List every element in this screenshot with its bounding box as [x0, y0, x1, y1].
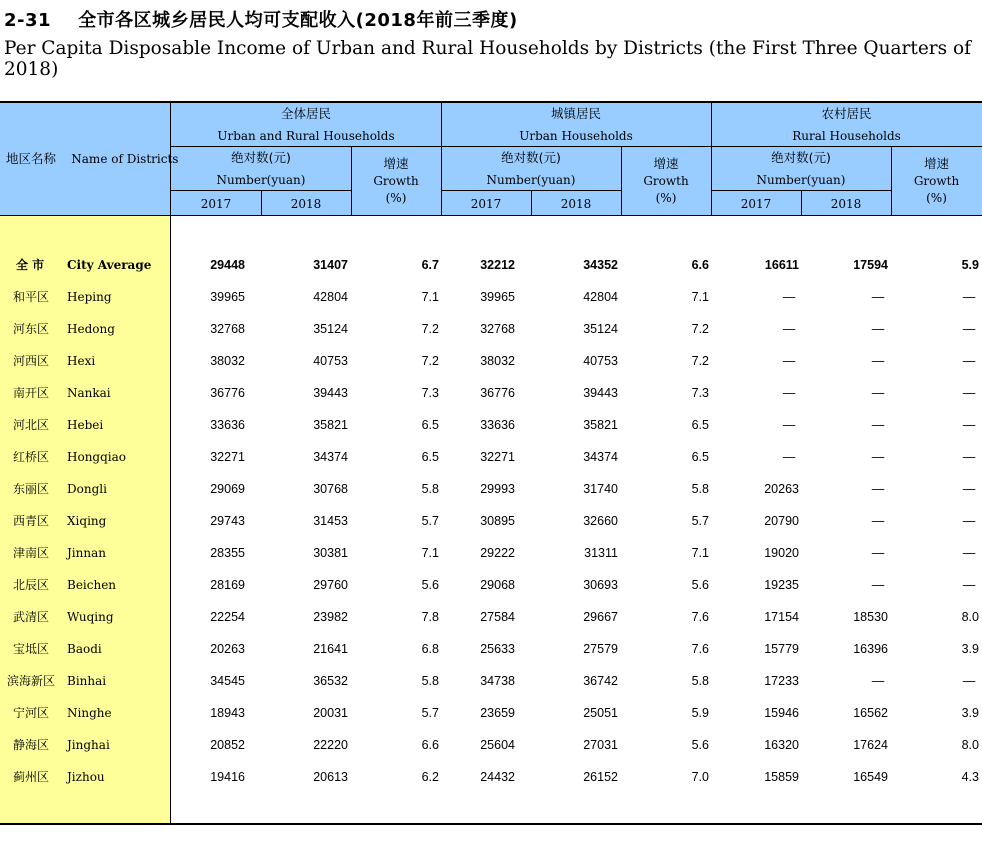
value-cell: 30895	[480, 514, 515, 528]
value-cell: 7.6	[691, 642, 709, 656]
value-cell: 34545	[210, 674, 245, 688]
table-row	[0, 601, 982, 633]
value-cell: 29222	[480, 546, 515, 560]
district-name-cn: 北辰区	[13, 578, 50, 592]
value-cell: 25604	[480, 738, 515, 752]
table-header	[0, 103, 982, 216]
value-cell: 16611	[764, 258, 799, 272]
value-cell: 24432	[480, 770, 515, 784]
district-name-en: Wuqing	[67, 610, 114, 624]
table-row	[0, 377, 982, 409]
value-cell: 35124	[583, 322, 618, 336]
table-title-cn	[4, 6, 518, 32]
district-name-en: Heping	[67, 290, 112, 304]
growth-urban-en: Growth	[643, 174, 689, 188]
district-name-en: Jinghai	[67, 738, 110, 752]
value-cell: 4.3	[961, 770, 979, 784]
value-cell: 7.2	[421, 322, 439, 336]
value-cell: 19235	[764, 578, 799, 592]
value-cell: —	[871, 290, 885, 304]
district-name-cn: 滨海新区	[7, 674, 56, 688]
value-cell: 36532	[313, 674, 348, 688]
value-cell: 27031	[583, 738, 618, 752]
table-row	[0, 281, 982, 313]
value-cell: 17594	[853, 258, 888, 272]
value-cell: —	[962, 482, 976, 496]
value-cell: 5.8	[691, 674, 709, 688]
growth-all-unit: (%)	[385, 191, 407, 205]
district-name-cn: 河北区	[13, 418, 50, 432]
value-cell: 7.3	[421, 386, 439, 400]
district-header-cn: 地区名称	[6, 151, 57, 166]
district-name-cn: 和平区	[13, 290, 50, 304]
value-cell: —	[782, 322, 796, 336]
value-cell: —	[962, 418, 976, 432]
table-row	[0, 313, 982, 345]
value-cell: 5.8	[421, 482, 439, 496]
growth-all-cn: 增速	[383, 156, 409, 171]
year-urban-2018: 2018	[560, 197, 592, 211]
district-name-cn: 全 市	[16, 258, 45, 272]
value-cell: 15779	[764, 642, 799, 656]
value-cell: 29667	[583, 610, 618, 624]
table-title-en: Per Capita Disposable Income of Urban and Rural Households by Districts (the First Three Quarters of 2018)	[4, 38, 971, 80]
district-name-en: Hedong	[67, 322, 115, 336]
value-cell: 29068	[480, 578, 515, 592]
bottom-rule	[0, 823, 982, 825]
value-cell: 5.6	[691, 738, 709, 752]
value-cell: 22220	[313, 738, 348, 752]
value-cell: 6.6	[691, 258, 709, 272]
district-name-en: City Average	[67, 258, 152, 272]
abs-all-en: Number(yuan)	[216, 173, 306, 187]
growth-rural-cn: 增速	[923, 156, 949, 171]
value-cell: 34374	[313, 450, 348, 464]
value-cell: —	[782, 450, 796, 464]
value-cell: 39443	[313, 386, 348, 400]
value-cell: 5.9	[691, 706, 709, 720]
value-cell: 27584	[480, 610, 515, 624]
district-name-cn: 东丽区	[13, 482, 50, 496]
abs-rural-cn: 绝对数(元)	[771, 150, 831, 165]
district-name-en: Ninghe	[67, 706, 112, 720]
value-cell: 22254	[210, 610, 245, 624]
value-cell: 5.8	[691, 482, 709, 496]
district-name-cn: 河东区	[13, 322, 50, 336]
value-cell: 16396	[853, 642, 888, 656]
value-cell: —	[962, 354, 976, 368]
table-row	[0, 537, 982, 569]
table-row	[0, 345, 982, 377]
value-cell: 5.6	[421, 578, 439, 592]
table-row	[0, 409, 982, 441]
value-cell: 23659	[480, 706, 515, 720]
value-cell: 6.6	[421, 738, 439, 752]
district-name-en: Hebei	[67, 418, 104, 432]
value-cell: 33636	[480, 418, 515, 432]
value-cell: 6.2	[421, 770, 439, 784]
value-cell: 29448	[210, 258, 245, 272]
value-cell: 5.7	[691, 514, 709, 528]
district-name-cn: 宝坻区	[13, 642, 50, 656]
group-rural-cn: 农村居民	[821, 106, 872, 121]
district-name-en: Nankai	[67, 386, 111, 400]
value-cell: 29069	[210, 482, 245, 496]
value-cell: 38032	[480, 354, 515, 368]
value-cell: 19416	[210, 770, 245, 784]
table-row	[0, 569, 982, 601]
table-row	[0, 473, 982, 505]
value-cell: 20031	[313, 706, 348, 720]
district-name-en: Baodi	[67, 642, 102, 656]
year-rural-2017: 2017	[740, 197, 772, 211]
district-name-cn: 武清区	[13, 610, 50, 624]
value-cell: 17154	[764, 610, 799, 624]
value-cell: 32768	[480, 322, 515, 336]
year-all-2018: 2018	[290, 197, 322, 211]
value-cell: —	[782, 290, 796, 304]
abs-all-cn: 绝对数(元)	[231, 150, 291, 165]
value-cell: —	[871, 578, 885, 592]
value-cell: 5.7	[421, 706, 439, 720]
table-row	[0, 505, 982, 537]
district-name-cn: 宁河区	[13, 706, 50, 720]
value-cell: 20613	[313, 770, 348, 784]
value-cell: —	[962, 674, 976, 688]
value-cell: 36742	[583, 674, 618, 688]
value-cell: —	[871, 514, 885, 528]
value-cell: 5.7	[421, 514, 439, 528]
value-cell: 16549	[853, 770, 888, 784]
district-name-en: Hongqiao	[67, 450, 126, 464]
value-cell: 5.8	[421, 674, 439, 688]
value-cell: —	[962, 546, 976, 560]
value-cell: 7.2	[421, 354, 439, 368]
value-cell: —	[962, 450, 976, 464]
value-cell: 17624	[853, 738, 888, 752]
table-row	[0, 761, 982, 793]
district-header-en: Name of Districts	[71, 152, 179, 166]
group-rural-en: Rural Households	[792, 129, 901, 143]
value-cell: —	[782, 418, 796, 432]
value-cell: 21641	[313, 642, 348, 656]
growth-all-en: Growth	[373, 174, 419, 188]
value-cell: 30693	[583, 578, 618, 592]
growth-urban-cn: 增速	[653, 156, 679, 171]
district-name-cn: 红桥区	[13, 450, 50, 464]
district-name-en: Dongli	[67, 482, 107, 496]
value-cell: 38032	[210, 354, 245, 368]
value-cell: 36776	[480, 386, 515, 400]
value-cell: 3.9	[961, 706, 979, 720]
growth-urban-unit: (%)	[655, 191, 677, 205]
district-name-en: Hexi	[67, 354, 96, 368]
value-cell: 18530	[853, 610, 888, 624]
table-row	[0, 633, 982, 665]
value-cell: 40753	[313, 354, 348, 368]
value-cell: 39965	[480, 290, 515, 304]
growth-rural-en: Growth	[913, 174, 960, 188]
value-cell: 5.9	[961, 258, 979, 272]
value-cell: 8.0	[961, 610, 979, 624]
value-cell: 39965	[210, 290, 245, 304]
value-cell: 7.0	[691, 770, 709, 784]
value-cell: 15859	[764, 770, 799, 784]
value-cell: 16320	[764, 738, 799, 752]
value-cell: —	[871, 482, 885, 496]
value-cell: 15946	[764, 706, 799, 720]
value-cell: 29760	[313, 578, 348, 592]
value-cell: 20263	[764, 482, 799, 496]
value-cell: 33636	[210, 418, 245, 432]
value-cell: 18943	[210, 706, 245, 720]
group-urban-en: Urban Households	[519, 129, 633, 143]
value-cell: —	[871, 674, 885, 688]
value-cell: 32660	[583, 514, 618, 528]
value-cell: 7.3	[691, 386, 709, 400]
value-cell: 25051	[583, 706, 618, 720]
value-cell: 7.1	[421, 290, 439, 304]
value-cell: 20790	[764, 514, 799, 528]
district-name-cn: 河西区	[13, 354, 50, 368]
group-all-cn: 全体居民	[280, 106, 331, 121]
value-cell: 30768	[313, 482, 348, 496]
district-header	[6, 151, 178, 167]
abs-urban-en: Number(yuan)	[486, 173, 576, 187]
value-cell: —	[871, 546, 885, 560]
district-name-cn: 南开区	[13, 386, 50, 400]
value-cell: 34374	[583, 450, 618, 464]
value-cell: 7.2	[691, 354, 709, 368]
value-cell: 34738	[480, 674, 515, 688]
value-cell: —	[871, 354, 885, 368]
value-cell: 28169	[210, 578, 245, 592]
value-cell: 20852	[210, 738, 245, 752]
value-cell: —	[962, 386, 976, 400]
value-cell: 36776	[210, 386, 245, 400]
year-all-2017: 2017	[200, 197, 232, 211]
value-cell: 31453	[313, 514, 348, 528]
value-cell: —	[962, 290, 976, 304]
value-cell: 31740	[583, 482, 618, 496]
table-row	[0, 249, 982, 281]
district-name-en: Jinnan	[67, 546, 106, 560]
value-cell: 28355	[210, 546, 245, 560]
value-cell: 40753	[583, 354, 618, 368]
value-cell: 19020	[764, 546, 799, 560]
value-cell: 34352	[583, 258, 618, 272]
district-name-en: Xiqing	[67, 514, 107, 528]
abs-rural-en: Number(yuan)	[756, 173, 846, 187]
district-name-cn: 蓟州区	[13, 770, 50, 784]
value-cell: —	[962, 514, 976, 528]
value-cell: 20263	[210, 642, 245, 656]
district-name-en: Binhai	[67, 674, 107, 688]
abs-urban-cn: 绝对数(元)	[501, 150, 561, 165]
value-cell: 32768	[210, 322, 245, 336]
district-name-en: Jizhou	[67, 770, 105, 784]
group-urban-cn: 城镇居民	[550, 106, 601, 121]
value-cell: 7.1	[421, 546, 439, 560]
value-cell: —	[871, 418, 885, 432]
district-name-cn: 西青区	[13, 514, 50, 528]
value-cell: 35821	[313, 418, 348, 432]
district-name-en: Beichen	[67, 578, 117, 592]
value-cell: 26152	[583, 770, 618, 784]
value-cell: 27579	[583, 642, 618, 656]
value-cell: 35821	[583, 418, 618, 432]
value-cell: 42804	[583, 290, 618, 304]
value-cell: 7.2	[691, 322, 709, 336]
table-row	[0, 665, 982, 697]
value-cell: 6.8	[421, 642, 439, 656]
value-cell: 6.5	[691, 450, 709, 464]
value-cell: 35124	[313, 322, 348, 336]
value-cell: 7.8	[421, 610, 439, 624]
table-row	[0, 441, 982, 473]
table-title-cn-text: 全市各区城乡居民人均可支配收入(2018年前三季度)	[78, 10, 518, 31]
value-cell: 32271	[210, 450, 245, 464]
value-cell: 7.6	[691, 610, 709, 624]
value-cell: —	[782, 386, 796, 400]
value-cell: 6.5	[421, 450, 439, 464]
value-cell: 25633	[480, 642, 515, 656]
value-cell: 16562	[853, 706, 888, 720]
value-cell: 17233	[764, 674, 799, 688]
table-row	[0, 729, 982, 761]
value-cell: —	[962, 578, 976, 592]
value-cell: 31311	[584, 546, 618, 560]
year-rural-2018: 2018	[830, 197, 862, 211]
growth-rural-unit: (%)	[926, 191, 947, 205]
value-cell: —	[871, 322, 885, 336]
value-cell: 30381	[313, 546, 348, 560]
value-cell: 31407	[313, 258, 348, 272]
value-cell: 5.6	[691, 578, 709, 592]
value-cell: 6.5	[691, 418, 709, 432]
value-cell: —	[871, 450, 885, 464]
value-cell: 6.7	[421, 258, 439, 272]
value-cell: —	[871, 386, 885, 400]
value-cell: 8.0	[961, 738, 979, 752]
district-name-cn: 静海区	[13, 738, 50, 752]
value-cell: —	[962, 322, 976, 336]
district-name-cn: 津南区	[13, 546, 50, 560]
value-cell: 42804	[313, 290, 348, 304]
value-cell: 3.9	[961, 642, 979, 656]
table-row	[0, 697, 982, 729]
value-cell: 29993	[480, 482, 515, 496]
year-urban-2017: 2017	[470, 197, 502, 211]
value-cell: 23982	[313, 610, 348, 624]
value-cell: 32212	[480, 258, 515, 272]
value-cell: 29743	[210, 514, 245, 528]
value-cell: —	[782, 354, 796, 368]
value-cell: 7.1	[691, 546, 709, 560]
value-cell: 6.5	[421, 418, 439, 432]
value-cell: 7.1	[691, 290, 709, 304]
table-number: 2-31	[4, 10, 52, 31]
value-cell: 39443	[583, 386, 618, 400]
group-all-en: Urban and Rural Households	[217, 129, 395, 143]
value-cell: 32271	[480, 450, 515, 464]
